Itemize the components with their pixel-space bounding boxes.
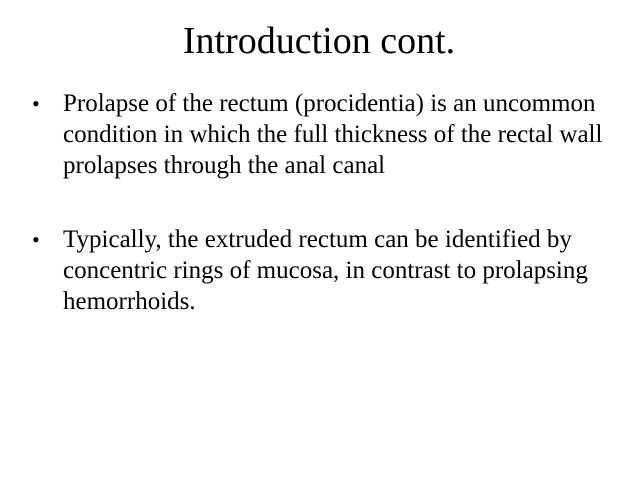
bullet-marker: • <box>32 91 40 116</box>
bullet-text: Typically, the extruded rectum can be identified by concentric rings of mucosa, in contrast to prolapsing hemorrhoids. <box>63 226 588 315</box>
bullet-list <box>32 88 612 317</box>
bullet-item-extruded-rectum <box>32 224 612 317</box>
bullet-item-prolapse <box>32 88 612 181</box>
bullet-text: Prolapse of the rectum (procidentia) is an uncommon condition in which the full thickness of the rectal wall prolapses through the anal canal <box>63 90 603 179</box>
slide-title: Introduction cont. <box>182 20 456 62</box>
bullet-marker: • <box>32 227 40 252</box>
